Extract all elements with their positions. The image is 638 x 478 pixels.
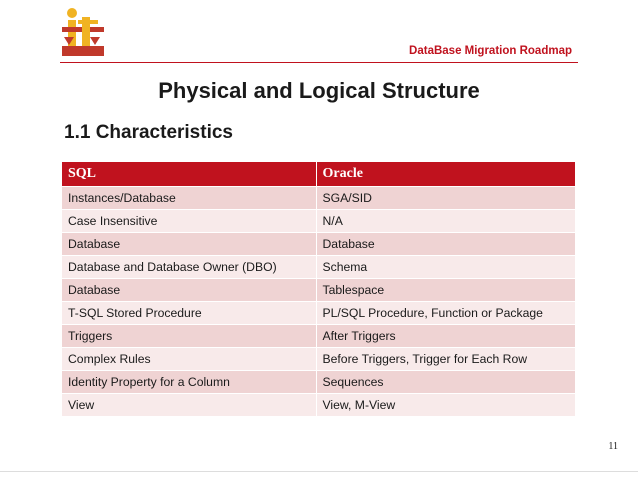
table-cell: Identity Property for a Column [62,371,316,394]
footer-divider [0,471,638,472]
table-row [62,394,576,417]
table-cell: Triggers [62,325,316,348]
page-number: 11 [608,441,618,452]
table-cell: Database [316,233,576,256]
table-cell: Database and Database Owner (DBO) [62,256,316,279]
table-cell: Tablespace [316,279,576,302]
table-row [62,279,576,302]
table-cell: Database [62,233,316,256]
table-cell: After Triggers [316,325,576,348]
table-row [62,256,576,279]
table-row [62,187,576,210]
table-cell: T-SQL Stored Procedure [62,302,316,325]
table-cell: Schema [316,256,576,279]
table-row [62,233,576,256]
table-cell: N/A [316,210,576,233]
comparison-table [62,162,576,416]
table-cell: Before Triggers, Trigger for Each Row [316,348,576,371]
header-title: DataBase Migration Roadmap [409,45,572,57]
table-row [62,348,576,371]
table-cell: Case Insensitive [62,210,316,233]
table-cell: SGA/SID [316,187,576,210]
column-header-oracle: Oracle [316,162,576,187]
table-row [62,325,576,348]
table-cell: Instances/Database [62,187,316,210]
table-cell: View, M-View [316,394,576,417]
table-cell: Sequences [316,371,576,394]
table-cell: PL/SQL Procedure, Function or Package [316,302,576,325]
table-row [62,371,576,394]
table-cell: View [62,394,316,417]
column-header-sql: SQL [62,162,316,187]
table-row [62,210,576,233]
table-cell: Complex Rules [62,348,316,371]
table-row [62,302,576,325]
table-cell: Database [62,279,316,302]
section-heading: 1.1 Characteristics [64,122,233,143]
header-divider [60,62,578,63]
logo-text: SRCOUNT [68,48,100,54]
table-header-row [62,162,576,187]
page-title: Physical and Logical Structure [158,78,480,103]
